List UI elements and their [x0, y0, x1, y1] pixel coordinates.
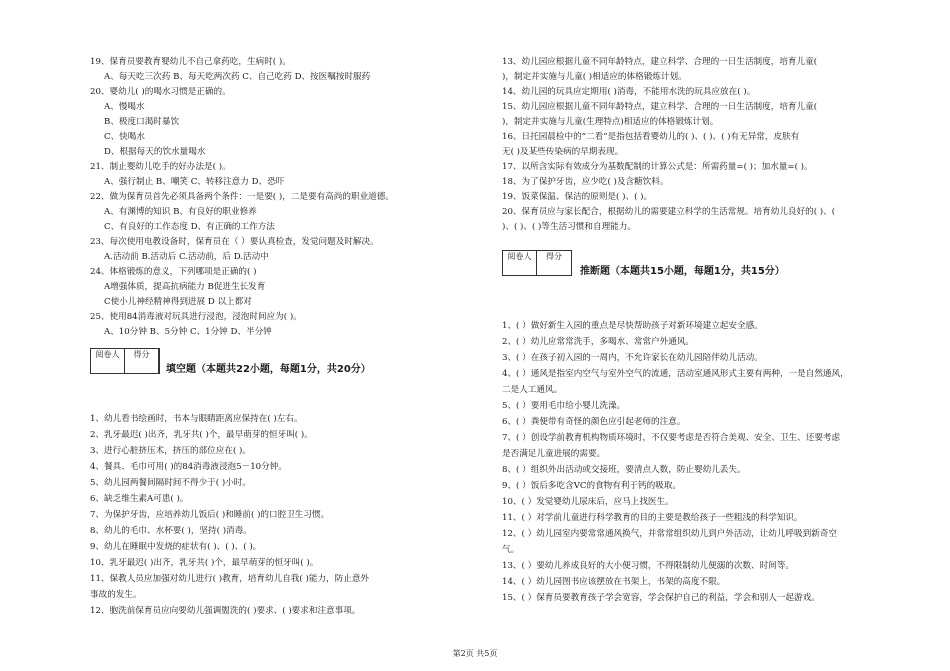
question-line: 9、幼儿在睡眠中发烧的症状有( )、( )、( )。	[90, 542, 262, 552]
question-line: A、慢喝水	[104, 102, 145, 112]
question-line: 14、幼儿园的玩具应定期用( )消毒，不能用水洗的玩具应放在( )。	[502, 87, 756, 97]
question-line: 10、乳牙最迟( )出齐，乳牙共( )个，最早萌芽的恒牙叫( )。	[90, 558, 319, 568]
question-line: 8、( ）组织外出活动或交接班，要清点人数，防止婴幼儿丢失。	[502, 465, 746, 475]
question-line: 事故的发生。	[90, 590, 142, 600]
question-line: 20、保育员应与家长配合，根据幼儿的需要建立科学的生活常规。培育幼儿良好的( )、(	[502, 207, 836, 217]
judgment-section-title: 推断题（本题共15小题，每题1分，共15分）	[580, 266, 785, 277]
score-box-right	[502, 250, 572, 276]
question-line: 19、保育员要教育婴幼儿不自己拿药吃，生病时( )。	[90, 57, 291, 67]
question-line: 9、( ）饭后多吃含VC的食物有利于钙的吸取。	[502, 481, 682, 491]
question-line: 2、( ）幼儿应常常洗手，多喝水、常常户外通风。	[502, 337, 695, 347]
question-line: 7、( ）创设学前教育机构物质环境时，不仅要考虑是否符合美观、安全、卫生、还要考虑	[502, 433, 841, 443]
grader-label: 阅卷人	[503, 251, 537, 275]
question-line: 15、幼儿园应根据儿童不同年龄特点，建立科学、合理的一日生活制度，培育儿童(	[502, 102, 818, 112]
question-line: 22、做为保育员首先必须具备两个条件：一是要( )，二是要有高尚的职业道德。	[90, 192, 394, 202]
question-line: 7、为保护牙齿，应培养幼儿饭后( )和睡前( )的口腔卫生习惯。	[90, 510, 330, 520]
question-line: 13、幼儿园应根据儿童不同年龄特点，建立科学、合理的一日生活制度，培育儿童(	[502, 57, 818, 67]
fill-blank-section-title: 填空题（本题共22小题，每题1分，共20分）	[166, 364, 371, 375]
question-line: 3、( ）在孩子初入园的一周内，不允许家长在幼儿园陪伴幼儿活动。	[502, 353, 763, 363]
question-line: )、( )、( )等生活习惯和自理能力。	[502, 222, 636, 232]
question-line: 无( )及某些传染病的早期表现。	[502, 147, 624, 157]
question-line: 11、保教人员应加强对幼儿进行( )教育，培育幼儿自我( )能力，防止意外	[90, 574, 370, 584]
question-line: 4、( ）通风是指室内空气与室外空气的流通，活动室通风形式主要有两种，一是自然通风，	[502, 369, 849, 379]
question-line: 11、( ）对学前儿童进行科学教育的目的主要是教给孩子一些粗浅的科学知识。	[502, 513, 803, 523]
question-line: 1、幼儿看书绘画时，书本与眼睛距离应保持在( )左右。	[90, 414, 303, 424]
question-line: 5、幼儿园两餐间隔时间不得少于( )小时。	[90, 478, 251, 488]
question-line: 16、日托园晨检中的“二看”是指包括看婴幼儿的( )、( )、( )有无异常，皮肤有	[502, 132, 800, 142]
question-line: 17、以所含实际有效成分为基数配制的计算公式是：所需药量=( )；加水量=( )。	[502, 162, 813, 172]
question-line: 13、( ）要幼儿养成良好的大小便习惯，不得限制幼儿便溺的次数、时间等。	[502, 561, 795, 571]
question-line: D、根据每天的饮水量喝水	[104, 147, 206, 157]
question-line: A、有渊博的知识 B、有良好的职业修养	[104, 207, 257, 217]
question-line: 24、体格锻炼的意义，下列哪项是正确的( )	[90, 267, 257, 277]
question-line: C、快喝水	[104, 132, 145, 142]
question-line: 18、为了保护牙齿，应少吃( )及含糖饮料。	[502, 177, 669, 187]
question-line: 4、餐具、毛巾可用( )的84消毒液浸泡5－10分钟。	[90, 462, 287, 472]
question-line: A增强体质，提高抗病能力 B促进生长发育	[104, 282, 266, 292]
question-line: 23、每次使用电教设备时，保育员在（ ）要认真检查，发觉问题及时解决。	[90, 237, 379, 247]
question-line: 25、使用84消毒液对玩具进行浸泡，浸泡时间应为( )。	[90, 312, 302, 322]
question-line: C、有良好的工作态度 D、有正确的工作方法	[104, 222, 275, 232]
question-line: 8、幼儿的毛巾、水杯要( )，坚持( )消毒。	[90, 526, 252, 536]
question-line: 12、胞洗前保育员应向要幼儿强调盥洗的( )要求、( )要求和注意事项。	[90, 606, 361, 616]
score-box-left	[90, 348, 160, 374]
question-line: 21、制止婴幼儿吃手的好办法是( )。	[90, 162, 231, 172]
grader-label: 阅卷人	[91, 349, 125, 373]
question-line: A、每天吃三次药 B、每天吃两次药 C、自己吃药 D、按医嘱按时服药	[104, 72, 371, 82]
question-line: 二是人工通风。	[502, 385, 563, 395]
question-line: 14、( ）幼儿园图书应该摆放在书架上，书架的高度不限。	[502, 577, 726, 587]
question-line: 19、饭菜保温、保洁的原则是( )、( )。	[502, 192, 653, 202]
score-label: 得分	[546, 252, 562, 261]
question-line: A、强行制止 B、嘲笑 C、转移注意力 D、恐吓	[104, 177, 285, 187]
question-line: 3、进行心脏挤压术，挤压的部位应在( )。	[90, 446, 251, 456]
question-line: 6、缺乏维生素A可患( )。	[90, 494, 189, 504]
question-line: C使小儿神经精神得到进展 D 以上都对	[104, 297, 252, 307]
question-line: 15、( ）保育员要教育孩子学会宽容，学会保护自己的利益，学会和别人一起游戏。	[502, 593, 820, 603]
page-number: 第2页 共5页	[452, 649, 498, 658]
question-line: 10、( ）发觉婴幼儿尿床后，应马上找医生。	[502, 497, 674, 507]
question-line: 1、( ）做好新生入园的重点是尽快帮助孩子对新环境建立起安全感。	[502, 321, 763, 331]
question-line: A.活动前 B.活动后 C.活动前，后 D.活动中	[104, 252, 269, 262]
question-line: 12、( ）幼儿园室内要常常通风换气，并常常组织幼儿到户外活动，让幼儿呼吸到新奇空	[502, 529, 837, 539]
question-line: 2、乳牙最迟( )出齐，乳牙共( )个，最早萌芽的恒牙叫( )。	[90, 430, 313, 440]
question-line: B、极度口渴时暴饮	[104, 117, 180, 127]
question-line: 20、婴幼儿( )的喝水习惯是正确的。	[90, 87, 231, 97]
question-line: A、10分钟 B、5分钟 C、1分钟 D、半分钟	[104, 327, 272, 337]
question-line: 是否满足儿童进展的需要。	[502, 449, 606, 459]
score-label: 得分	[125, 349, 159, 373]
question-line: 6、( ）粪便带有奇怪的颜色应引起老师的注意。	[502, 417, 686, 427]
question-line: 5、( ）要用毛巾给小婴儿洗澡。	[502, 401, 626, 411]
question-line: 气。	[502, 545, 520, 555]
question-line: )，制定并实施与儿童(生理特点)相适应的体格锻炼计划。	[502, 117, 719, 127]
question-line: )，制定并实施与儿童( )相适应的体格锻炼计划。	[502, 72, 687, 82]
